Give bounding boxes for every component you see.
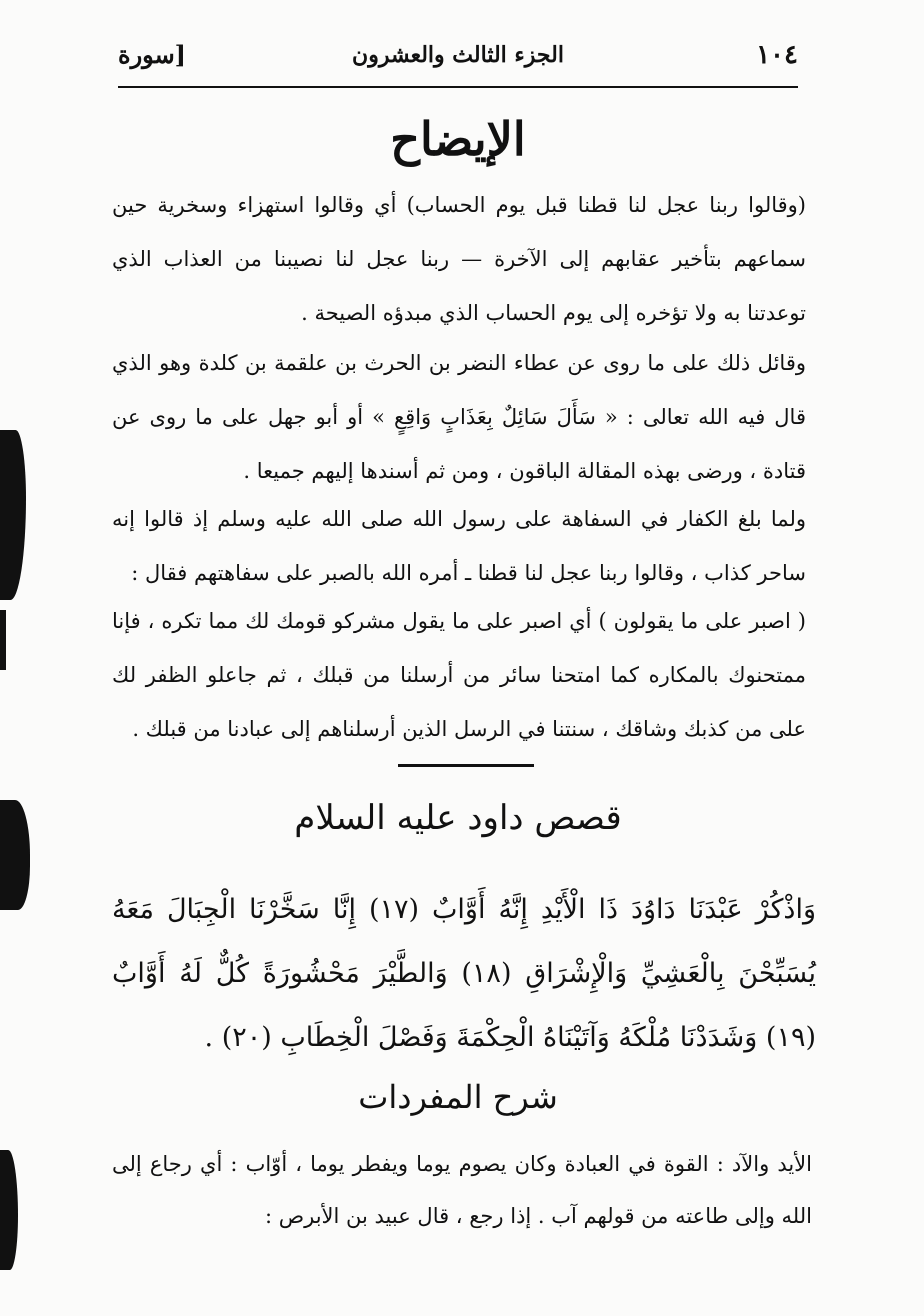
idah-paragraph: ولما بلغ الكفار في السفاهة على رسول الله صلى الله عليه وسلم إذ قالوا إنه ساحر كذاب ، وقالوا ربنا عجل لنا قطنا ـ أمره الله بالصبر على سفاهتهم فقال :: [112, 507, 806, 585]
page-header: [118, 38, 798, 82]
vocab-paragraph: الأيد والآد : القوة في العبادة وكان يصوم يوما ويفطر يوما ، أوّاب : أي رجاع إلى الله وإلى طاعته من قولهم آب . إذا رجع ، قال عبيد بن الأبرص :: [112, 1152, 812, 1228]
scan-edge-shadow: [0, 800, 30, 910]
surah-label: [سورة: [118, 40, 187, 69]
page-number: ١٠٤: [756, 40, 798, 70]
scan-edge-shadow: [0, 1150, 18, 1270]
header-rule: [118, 86, 798, 88]
scan-edge-shadow: [0, 430, 26, 600]
idah-paragraph: ( اصبر على ما يقولون ) أي اصبر على ما يقول مشركو قومك لك مما تكره ، فإنا ممتحنوك بالمكاره كما امتحنا سائر من أرسلنا من قبلك ، ثم جاعلو الظفر لك على من كذبك وشاقك ، سنتنا في الرسل الذين أرسلناهم إلى عبادنا من قبلك .: [112, 609, 806, 741]
idah-paragraph: (وقالوا ربنا عجل لنا قطنا قبل يوم الحساب) أي وقالوا استهزاء وسخرية حين سماعهم بتأخير عقابهم إلى الآخرة — ربنا عجل لنا نصيبنا من العذاب الذي توعدتنا به ولا تؤخره إلى يوم الحساب الذي مبدؤه الصيحة .: [112, 193, 806, 325]
story-heading: قصص داود عليه السلام: [294, 798, 622, 838]
idah-paragraph: وقائل ذلك على ما روى عن عطاء النضر بن الحرث بن علقمة بن كلدة وهو الذي قال فيه الله تعالى : « سَأَلَ سَائِلٌ بِعَذَابٍ وَاقِعٍ » أو أبو جهل على ما روى عن قتادة ، ورضى بهذه المقالة الباقون ، ومن ثم أسندها إليهم جميعا .: [112, 351, 806, 483]
idah-heading: الإيضاح: [390, 112, 526, 166]
section-separator: [398, 764, 534, 767]
running-title: الجزء الثالث والعشرون: [352, 42, 564, 68]
quran-verse: وَاذْكُرْ عَبْدَنَا دَاوُدَ ذَا الْأَيْدِ إِنَّهُ أَوَّابٌ (١٧) إِنَّا سَخَّرْنَا الْجِبَالَ مَعَهُ يُسَبِّحْنَ بِالْعَشِيِّ وَالْإِشْرَاقِ (١٨) وَالطَّيْرَ مَحْشُورَةً كُلٌّ لَهُ أَوَّابٌ (١٩) وَشَدَدْنَا مُلْكَهُ وَآتَيْنَاهُ الْحِكْمَةَ وَفَصْلَ الْخِطَابِ (٢٠) .: [112, 894, 816, 1053]
vocab-heading: شرح المفردات: [358, 1078, 558, 1116]
scan-edge-shadow: [0, 610, 6, 670]
